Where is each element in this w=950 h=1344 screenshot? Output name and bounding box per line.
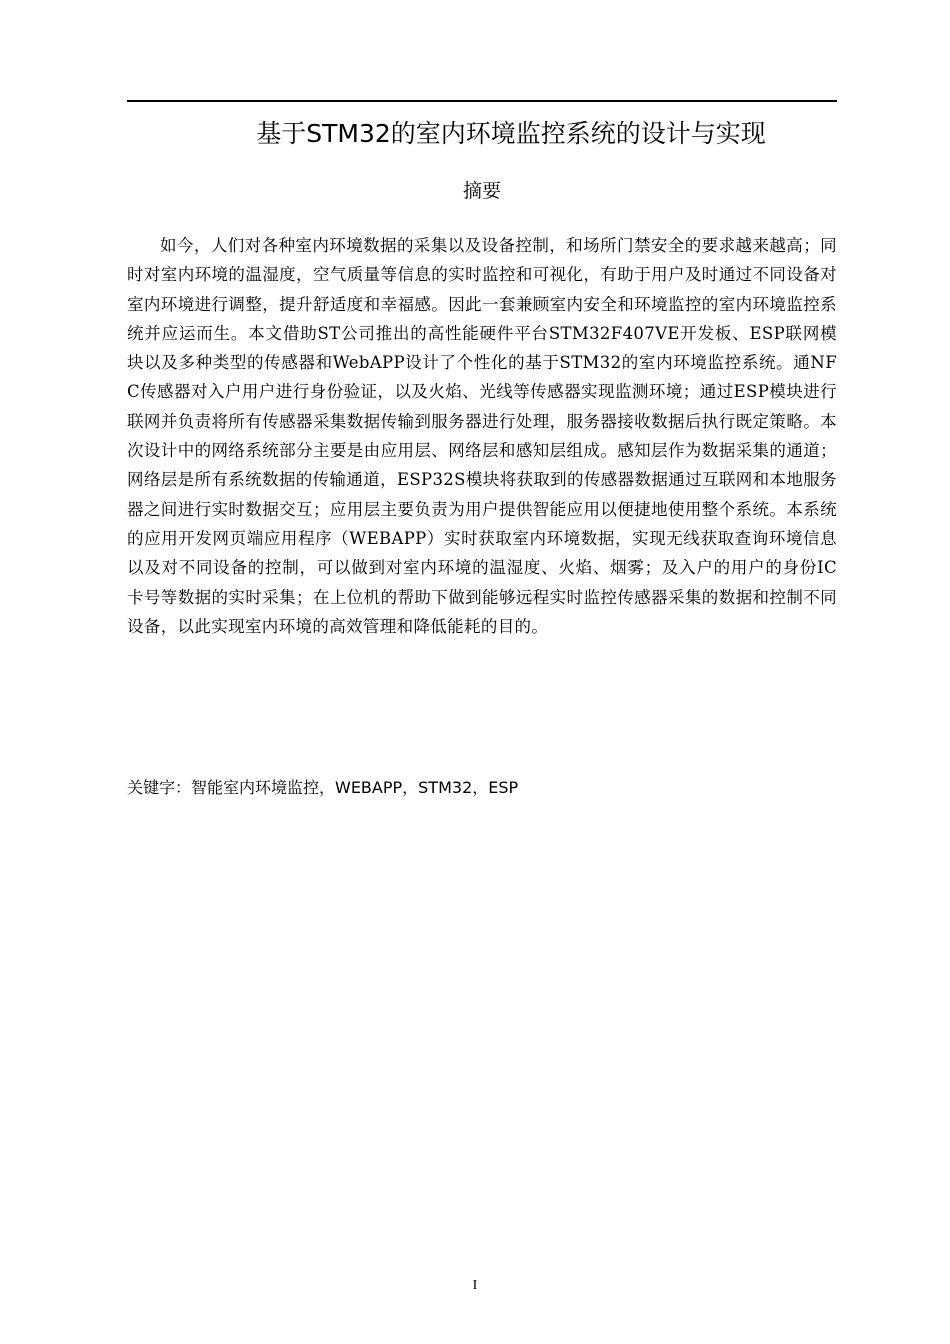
page-number: I	[472, 1278, 478, 1293]
paper-title: 基于STM32的室内环境监控系统的设计与实现	[256, 119, 766, 148]
abstract-paragraph: 如今，人们对各种室内环境数据的采集以及设备控制，和场所门禁安全的要求越来越高；同时对室内环境的温湿度，空气质量等信息的实时监控和可视化，有助于用户及时通过不同设备对室内环境进行调整，提升舒适度和幸福感。因此一套兼顾室内安全和环境监控的室内环境监控系统并应运而生。本文借助ST公司推出的高性能硬件平台STM32F407VE开发板、ESP联网模块以及多种类型的传感器和WebAPP设计了个性化的基于STM32的室内环境监控系统。通NFC传感器对入户用户进行身份验证，以及火焰、光线等传感器实现监测环境；通过ESP模块进行联网并负责将所有传感器采集数据传输到服务器进行处理，服务器接收数据后执行既定策略。本次设计中的网络系统部分主要是由应用层、网络层和感知层组成。感知层作为数据采集的通道；网络层是所有系统数据的传输通道，ESP32S模块将获取到的传感器数据通过互联网和本地服务器之间进行实时数据交互；应用层主要负责为用户提供智能应用以便捷地使用整个系统。本系统的应用开发网页端应用程序（WEBAPP）实时获取室内环境数据，实现无线获取查询环境信息以及对不同设备的控制，可以做到对室内环境的温湿度、火焰、烟雾；及入户的用户的身份IC卡号等数据的实时采集；在上位机的帮助下做到能够远程实时监控传感器采集的数据和控制不同设备，以此实现室内环境的高效管理和降低能耗的目的。	[127, 236, 837, 636]
abstract-heading: 摘要	[462, 180, 501, 202]
keywords-line: 关键字：智能室内环境监控，WEBAPP，STM32，ESP	[127, 778, 519, 797]
header-rule	[127, 100, 837, 102]
